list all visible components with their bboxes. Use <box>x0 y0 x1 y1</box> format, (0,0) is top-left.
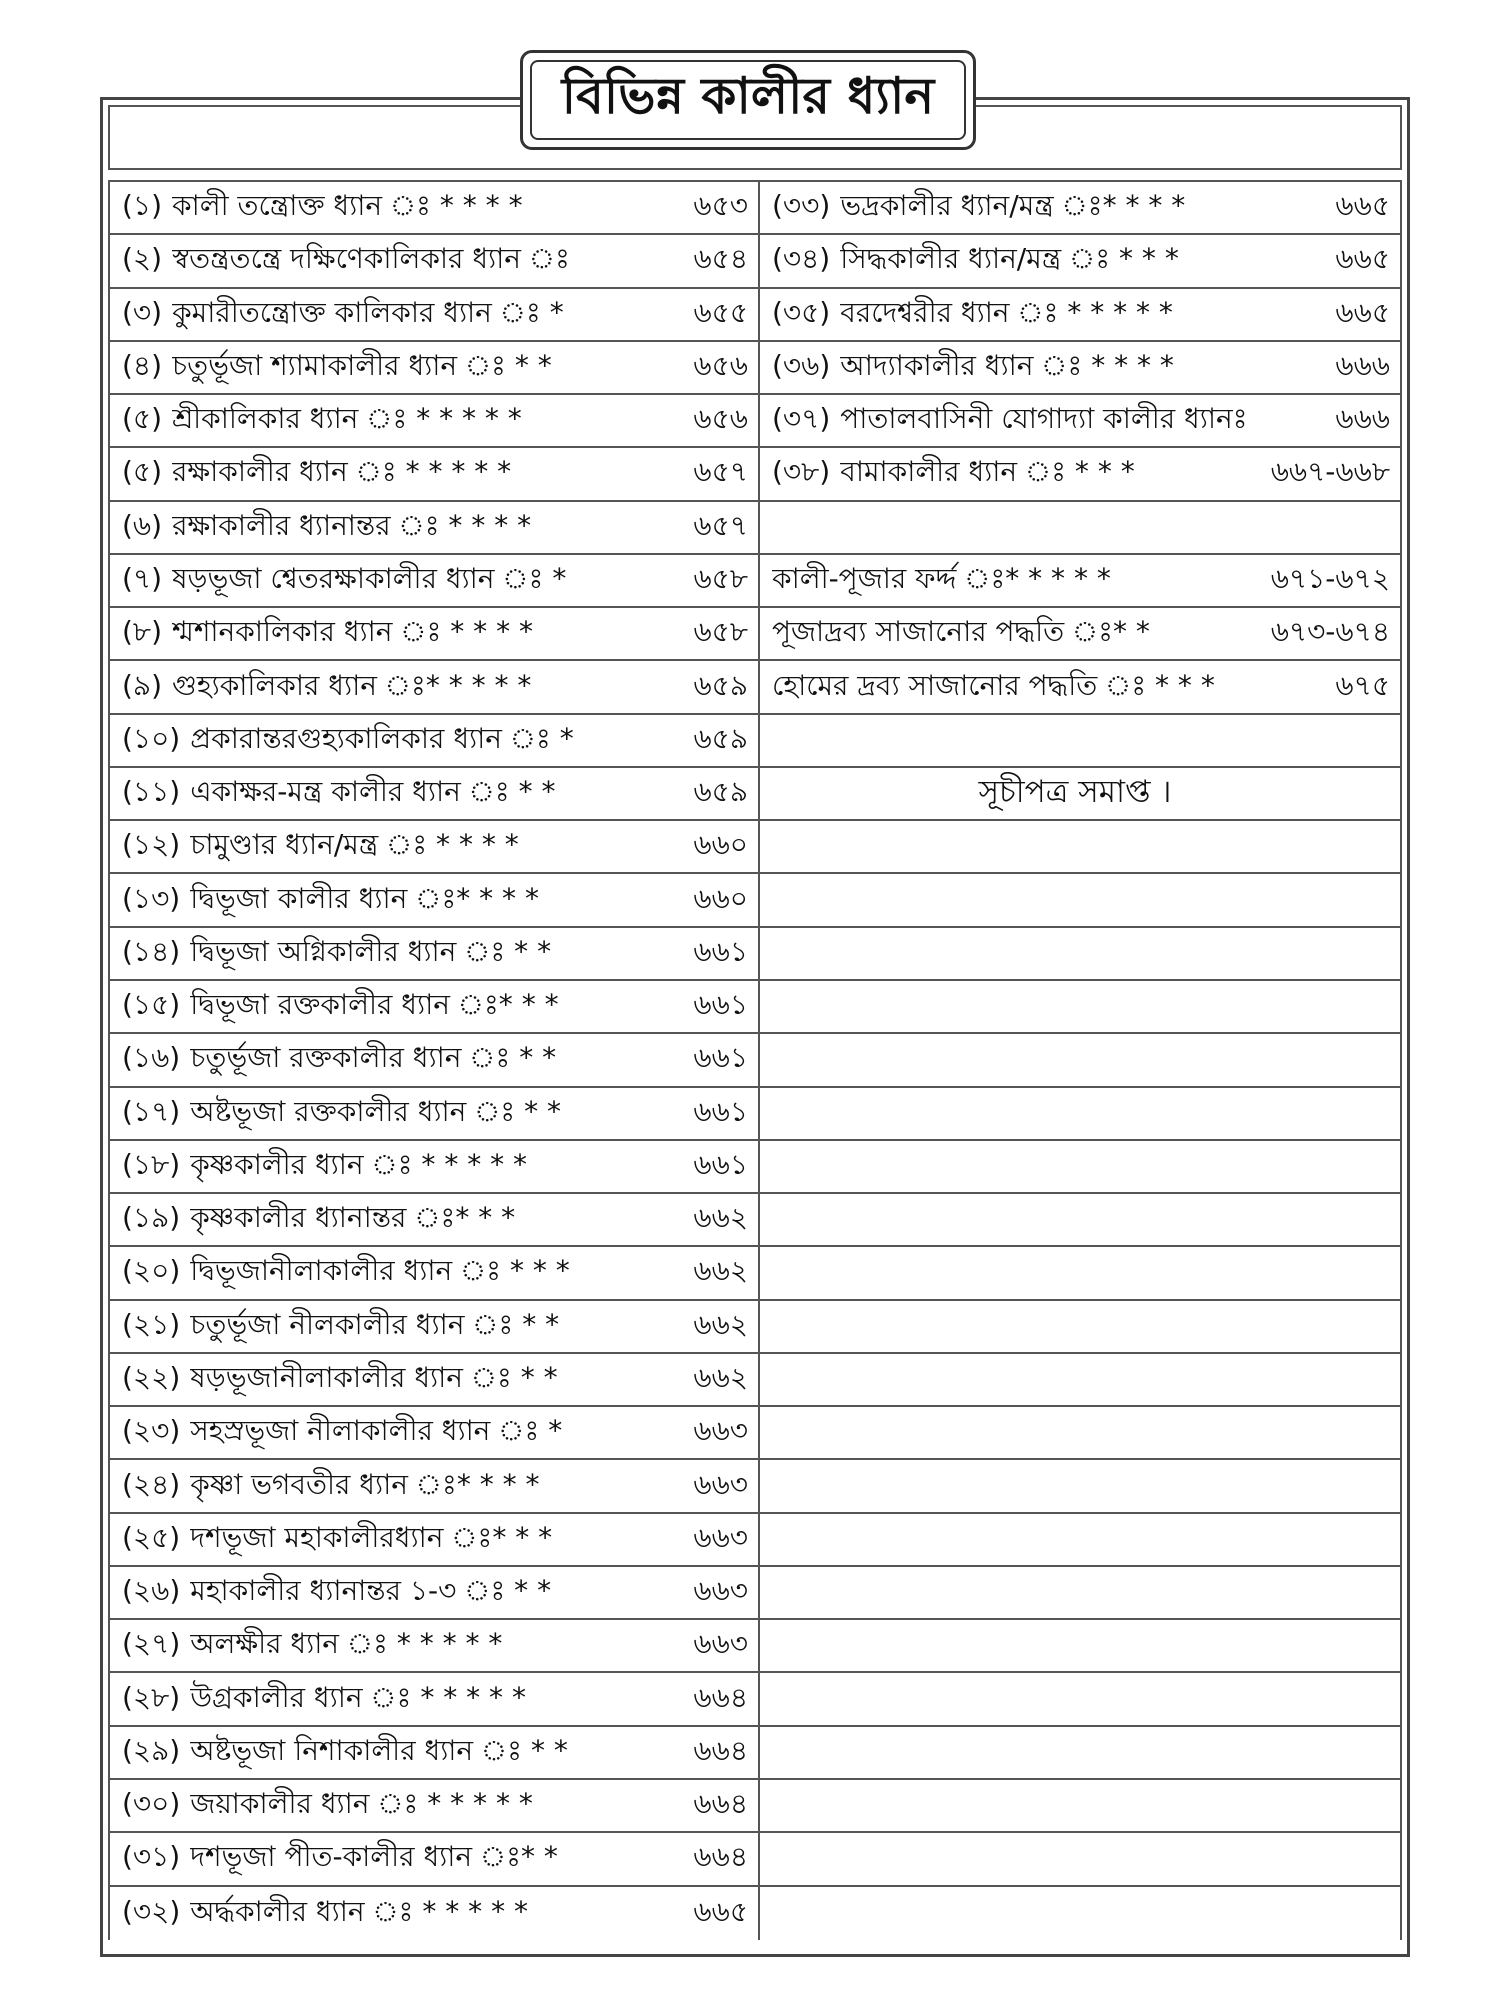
title-box <box>520 50 976 150</box>
entry-title: প্রকারান্তরগুহ্যকালিকার ধ্যান ঃ * <box>190 721 574 755</box>
entry-number: (৫) <box>122 402 163 436</box>
page-number: ৬৫৮ <box>693 615 748 649</box>
page-number: ৬৬২ <box>693 1201 748 1235</box>
entry-title: শ্মশানকালিকার ধ্যান ঃ * * * * <box>172 615 533 649</box>
right-entry <box>760 661 1400 712</box>
entry-title: বরদেশ্বরীর ধ্যান ঃ * * * * * <box>840 295 1173 329</box>
entry-title: অর্দ্ধকালীর ধ্যান ঃ * * * * * <box>190 1894 528 1928</box>
entry-title: দশভূজা মহাকালীরধ্যান ঃ* * * <box>190 1520 553 1554</box>
entry-number: (৭) <box>122 561 163 595</box>
left-entry <box>110 448 760 499</box>
page-number: ৬৭৩-৬৭৪ <box>1270 615 1390 649</box>
table-row <box>110 448 1400 501</box>
entry-title: স্বতন্ত্রতন্ত্রে দক্ষিণেকালিকার ধ্যান ঃ <box>172 242 570 276</box>
page-number: ৬৬১ <box>693 1094 748 1128</box>
page-number: ৬৬৩ <box>693 1467 748 1501</box>
left-entry <box>110 928 760 979</box>
page-number: ৬৬১ <box>693 1147 748 1181</box>
left-entry <box>110 182 760 233</box>
left-entry <box>110 768 760 819</box>
entry-title: কালী তন্ত্রোক্ত ধ্যান ঃ * * * * <box>172 189 523 223</box>
page-number: ৬৬৩ <box>693 1520 748 1554</box>
entry-title: শ্রীকালিকার ধ্যান ঃ * * * * * <box>172 402 522 436</box>
page-number: ৬৬০ <box>693 828 748 862</box>
right-entry <box>760 874 1400 925</box>
right-entry <box>760 1460 1400 1511</box>
table-row <box>110 768 1400 821</box>
left-entry <box>110 715 760 766</box>
entry-number: (৪) <box>122 348 163 382</box>
entry-number: (৬) <box>122 508 163 542</box>
entry-number: (৩৩) <box>772 189 831 223</box>
entry-title: ষড়ভূজা শ্বেতরক্ষাকালীর ধ্যান ঃ * <box>172 561 567 595</box>
table-row <box>110 1673 1400 1726</box>
page-number: ৬৬৩ <box>693 1414 748 1448</box>
page-number: ৬৬২ <box>693 1360 748 1394</box>
page-number: ৬৬৩ <box>693 1627 748 1661</box>
right-entry <box>760 1673 1400 1724</box>
right-entry <box>760 235 1400 286</box>
page-number: ৬৬৪ <box>693 1787 748 1821</box>
right-entry <box>760 448 1400 499</box>
entry-number: (১৬) <box>122 1041 181 1075</box>
entry-title: কৃষ্ণকালীর ধ্যানান্তর ঃ* * * <box>190 1201 516 1235</box>
right-entry <box>760 182 1400 233</box>
page-number: ৬৬১ <box>693 934 748 968</box>
page-number: ৬৬২ <box>693 1307 748 1341</box>
page-number: ৬৭১-৬৭২ <box>1270 561 1390 595</box>
right-entry <box>760 1088 1400 1139</box>
right-entry <box>760 715 1400 766</box>
table-row <box>110 661 1400 714</box>
left-entry <box>110 1673 760 1724</box>
entry-number: (১১) <box>122 775 181 809</box>
page-number: ৬৫৯ <box>693 668 748 702</box>
entry-title: ভদ্রকালীর ধ্যান/মন্ত্র ঃ* * * * <box>840 189 1186 223</box>
entry-number: (১০) <box>122 721 181 755</box>
page-number: ৬৫৬ <box>693 402 748 436</box>
table-row <box>110 608 1400 661</box>
end-note: সূচীপত্র সমাপ্ত । <box>978 773 1172 810</box>
index-table <box>108 180 1402 1940</box>
entry-title: চতুর্ভূজা শ্যামাকালীর ধ্যান ঃ * * <box>172 348 552 382</box>
entry-number: (১৩) <box>122 881 181 915</box>
table-row <box>110 1034 1400 1087</box>
entry-title: অষ্টভূজা রক্তকালীর ধ্যান ঃ * * <box>190 1094 562 1128</box>
entry-number: (১৫) <box>122 988 181 1022</box>
right-entry <box>760 342 1400 393</box>
page-number: ৬৬৪ <box>693 1733 748 1767</box>
left-entry <box>110 1460 760 1511</box>
left-entry <box>110 1194 760 1245</box>
entry-title: একাক্ষর-মন্ত্র কালীর ধ্যান ঃ * * <box>190 775 556 809</box>
right-entry <box>760 1034 1400 1085</box>
table-row <box>110 1780 1400 1833</box>
entry-number: (২৫) <box>122 1520 181 1554</box>
entry-title: মহাকালীর ধ্যানান্তর ১-৩ ঃ * * <box>190 1574 552 1608</box>
table-row <box>110 289 1400 342</box>
right-entry <box>760 928 1400 979</box>
table-row <box>110 928 1400 981</box>
entry-title: দশভূজা পীত-কালীর ধ্যান ঃ* * <box>190 1840 558 1874</box>
right-entry <box>760 1354 1400 1405</box>
left-entry <box>110 502 760 553</box>
entry-number: (২৭) <box>122 1627 181 1661</box>
page-number: ৬৬৪ <box>693 1680 748 1714</box>
page-number: ৬৫৫ <box>693 295 748 329</box>
entry-title: রক্ষাকালীর ধ্যান ঃ * * * * * <box>172 455 512 489</box>
page-number: ৬৫৬ <box>693 348 748 382</box>
entry-number: (১২) <box>122 828 181 862</box>
entry-title: কৃষ্ণকালীর ধ্যান ঃ * * * * * <box>190 1147 528 1181</box>
right-entry <box>760 555 1400 606</box>
right-entry <box>760 1514 1400 1565</box>
entry-number: (৩) <box>122 295 163 329</box>
left-entry <box>110 1620 760 1671</box>
entry-title: অষ্টভূজা নিশাকালীর ধ্যান ঃ * * <box>190 1733 568 1767</box>
table-row <box>110 395 1400 448</box>
page-title: বিভিন্ন কালীর ধ্যান <box>530 60 966 140</box>
right-entry <box>760 608 1400 659</box>
right-entry <box>760 289 1400 340</box>
left-entry <box>110 289 760 340</box>
table-row <box>110 235 1400 288</box>
table-row <box>110 502 1400 555</box>
entry-number: (২৯) <box>122 1733 181 1767</box>
entry-number: (৩২) <box>122 1894 181 1928</box>
entry-title: চতুর্ভূজা রক্তকালীর ধ্যান ঃ * * <box>190 1041 557 1075</box>
table-row <box>110 1407 1400 1460</box>
table-row <box>110 715 1400 768</box>
table-row <box>110 981 1400 1034</box>
entry-number: (২৪) <box>122 1467 181 1501</box>
page-number: ৬৫৯ <box>693 775 748 809</box>
left-entry <box>110 1727 760 1778</box>
entry-title: পাতালবাসিনী যোগাদ্যা কালীর ধ্যানঃ <box>840 402 1248 436</box>
page-number: ৬৬৭-৬৬৮ <box>1270 455 1390 489</box>
entry-title: অলক্ষীর ধ্যান ঃ * * * * * <box>190 1627 503 1661</box>
entry-number: (১৪) <box>122 934 181 968</box>
table-row <box>110 1887 1400 1940</box>
table-row <box>110 555 1400 608</box>
left-entry <box>110 1407 760 1458</box>
right-entry <box>760 395 1400 446</box>
page-number: ৬৫৪ <box>693 242 748 276</box>
left-entry <box>110 874 760 925</box>
table-row <box>110 1247 1400 1300</box>
right-entry <box>760 821 1400 872</box>
table-row <box>110 1088 1400 1141</box>
entry-number: (১৭) <box>122 1094 181 1128</box>
entry-number: (২২) <box>122 1360 181 1394</box>
entry-number: (২৮) <box>122 1680 181 1714</box>
page-number: ৬৬১ <box>693 1041 748 1075</box>
left-entry <box>110 1354 760 1405</box>
left-entry <box>110 235 760 286</box>
left-entry <box>110 821 760 872</box>
entry-title: হোমের দ্রব্য সাজানোর পদ্ধতি ঃ * * * <box>772 668 1215 702</box>
entry-number: (৫) <box>122 455 163 489</box>
table-row <box>110 1141 1400 1194</box>
right-entry <box>760 1887 1400 1940</box>
entry-number: (২১) <box>122 1307 181 1341</box>
left-entry <box>110 555 760 606</box>
right-entry <box>760 1194 1400 1245</box>
entry-number: (২) <box>122 242 163 276</box>
table-row <box>110 874 1400 927</box>
right-entry <box>760 981 1400 1032</box>
page-number: ৬৬৫ <box>1335 295 1390 329</box>
right-entry <box>760 1567 1400 1618</box>
right-entry <box>760 768 1400 819</box>
right-entry <box>760 1727 1400 1778</box>
page-number: ৬৫৭ <box>693 508 748 542</box>
right-entry <box>760 1301 1400 1352</box>
entry-title: জয়াকালীর ধ্যান ঃ * * * * * <box>190 1787 533 1821</box>
entry-number: (৩৪) <box>772 242 831 276</box>
left-entry <box>110 1301 760 1352</box>
entry-title: ষড়ভূজানীলাকালীর ধ্যান ঃ * * <box>190 1360 558 1394</box>
page-number: ৬৫৮ <box>693 561 748 595</box>
table-row <box>110 1460 1400 1513</box>
left-entry <box>110 608 760 659</box>
page-number: ৬৬১ <box>693 988 748 1022</box>
entry-number: (৩৬) <box>772 348 831 382</box>
left-entry <box>110 1034 760 1085</box>
entry-number: (৩৫) <box>772 295 831 329</box>
right-entry <box>760 1780 1400 1831</box>
page-number: ৬৬৬ <box>1335 402 1390 436</box>
left-entry <box>110 1887 760 1940</box>
left-entry <box>110 1141 760 1192</box>
left-entry <box>110 661 760 712</box>
table-row <box>110 1727 1400 1780</box>
entry-number: (৩৭) <box>772 402 831 436</box>
entry-title: পূজাদ্রব্য সাজানোর পদ্ধতি ঃ* * <box>772 615 1150 649</box>
entry-title: সিদ্ধকালীর ধ্যান/মন্ত্র ঃ * * * <box>840 242 1179 276</box>
entry-title: চামুণ্ডার ধ্যান/মন্ত্র ঃ * * * * <box>190 828 519 862</box>
table-row <box>110 182 1400 235</box>
left-entry <box>110 1780 760 1831</box>
left-entry <box>110 1833 760 1884</box>
entry-number: (১) <box>122 189 163 223</box>
entry-title: উগ্রকালীর ধ্যান ঃ * * * * * <box>190 1680 526 1714</box>
page-number: ৬৬৩ <box>693 1574 748 1608</box>
entry-title: গুহ্যকালিকার ধ্যান ঃ* * * * * <box>172 668 532 702</box>
page-number: ৬৬৪ <box>693 1840 748 1874</box>
table-row <box>110 342 1400 395</box>
left-entry <box>110 395 760 446</box>
page-number: ৬৬৫ <box>1335 189 1390 223</box>
entry-title: বামাকালীর ধ্যান ঃ * * * <box>840 455 1135 489</box>
table-row <box>110 1301 1400 1354</box>
entry-number: (৩৮) <box>772 455 831 489</box>
entry-number: (৮) <box>122 615 163 649</box>
entry-title: সহস্রভূজা নীলাকালীর ধ্যান ঃ * <box>190 1414 563 1448</box>
left-entry <box>110 1088 760 1139</box>
entry-number: (৯) <box>122 668 163 702</box>
table-row <box>110 1567 1400 1620</box>
page-number: ৬৭৫ <box>1335 668 1390 702</box>
table-row <box>110 1833 1400 1886</box>
entry-number: (১৮) <box>122 1147 181 1181</box>
page-number: ৬৬০ <box>693 881 748 915</box>
right-entry <box>760 1247 1400 1298</box>
left-entry <box>110 1247 760 1298</box>
entry-number: (৩১) <box>122 1840 181 1874</box>
right-entry <box>760 1620 1400 1671</box>
table-row <box>110 821 1400 874</box>
left-entry <box>110 1567 760 1618</box>
entry-title: দ্বিভূজা কালীর ধ্যান ঃ* * * * <box>190 881 539 915</box>
entry-title: কালী-পূজার ফর্দ্দ ঃ* * * * * <box>772 561 1111 595</box>
entry-number: (২৬) <box>122 1574 181 1608</box>
left-entry <box>110 1514 760 1565</box>
entry-number: (১৯) <box>122 1201 181 1235</box>
entry-title: দ্বিভূজা অগ্নিকালীর ধ্যান ঃ * * <box>190 934 552 968</box>
page-number: ৬৬৫ <box>693 1894 748 1928</box>
right-entry <box>760 502 1400 553</box>
table-row <box>110 1514 1400 1567</box>
table-row <box>110 1194 1400 1247</box>
table-row <box>110 1620 1400 1673</box>
page-number: ৬৬২ <box>693 1254 748 1288</box>
page-number: ৬৬৬ <box>1335 348 1390 382</box>
entry-title: দ্বিভূজানীলাকালীর ধ্যান ঃ * * * <box>190 1254 570 1288</box>
left-entry <box>110 342 760 393</box>
entry-title: কুমারীতন্ত্রোক্ত কালিকার ধ্যান ঃ * <box>172 295 564 329</box>
right-entry <box>760 1833 1400 1884</box>
page-number: ৬৫৩ <box>693 189 748 223</box>
right-entry <box>760 1407 1400 1458</box>
table-row <box>110 1354 1400 1407</box>
page-number: ৬৬৫ <box>1335 242 1390 276</box>
page-number: ৬৫৭ <box>693 455 748 489</box>
entry-title: চতুর্ভূজা নীলকালীর ধ্যান ঃ * * <box>190 1307 560 1341</box>
entry-title: দ্বিভূজা রক্তকালীর ধ্যান ঃ* * * <box>190 988 559 1022</box>
page-number: ৬৫৯ <box>693 721 748 755</box>
entry-title: রক্ষাকালীর ধ্যানান্তর ঃ * * * * <box>172 508 532 542</box>
left-entry <box>110 981 760 1032</box>
entry-number: (৩০) <box>122 1787 181 1821</box>
entry-title: আদ্যাকালীর ধ্যান ঃ * * * * <box>840 348 1174 382</box>
entry-number: (২০) <box>122 1254 181 1288</box>
entry-title: কৃষ্ণা ভগবতীর ধ্যান ঃ* * * * <box>190 1467 540 1501</box>
entry-number: (২৩) <box>122 1414 181 1448</box>
right-entry <box>760 1141 1400 1192</box>
